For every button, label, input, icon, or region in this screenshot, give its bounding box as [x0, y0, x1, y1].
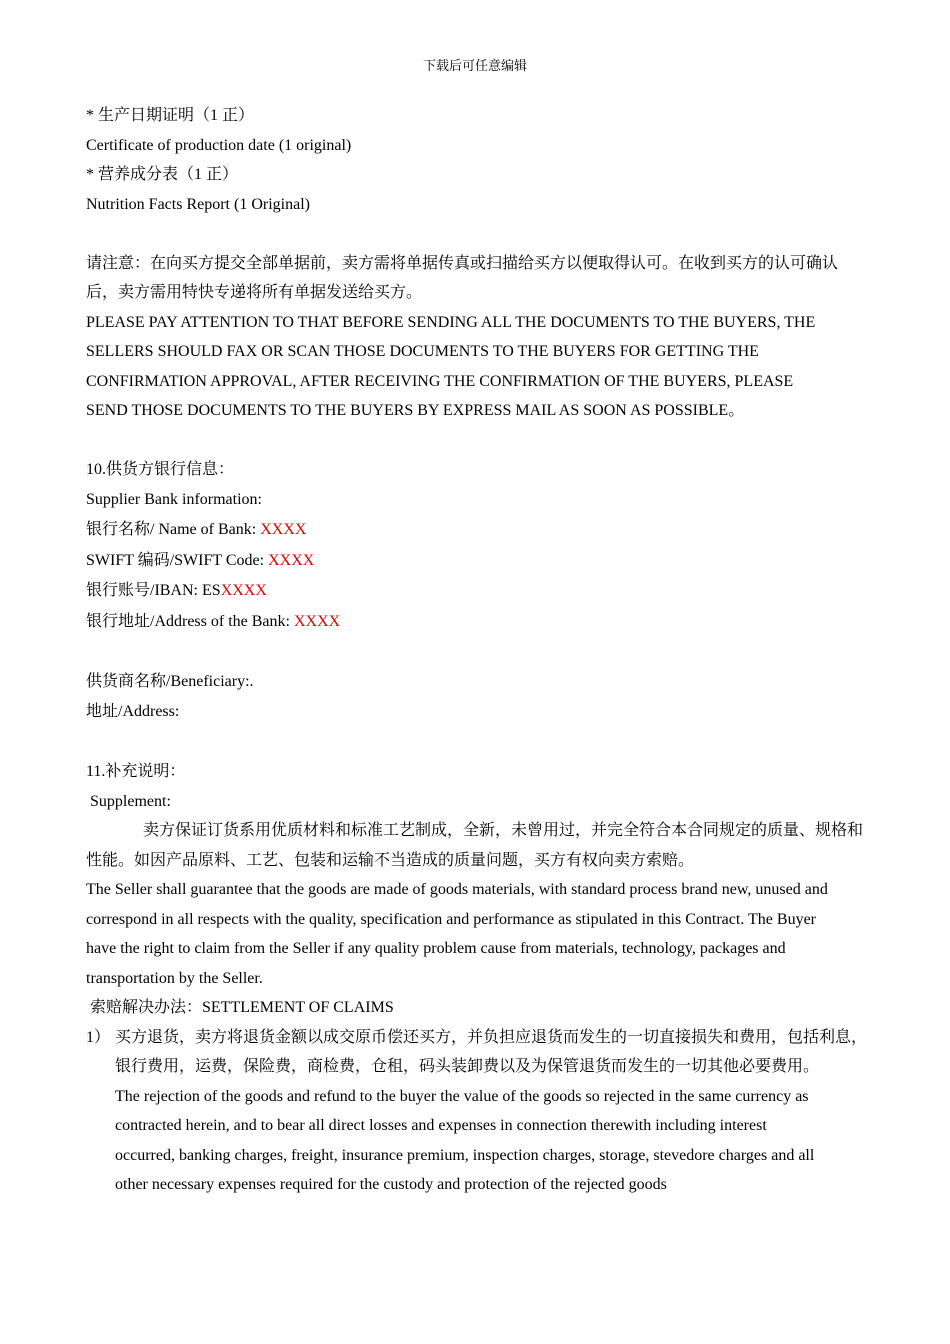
bank-heading-cn: 10.供货方银行信息： [86, 461, 235, 478]
doc-item-nutrition-cn: * 营养成分表（1 正） [86, 166, 239, 183]
supplement-para-en-line: have the right to claim from the Seller if any quality problem cause from materials, technology, packages and [86, 940, 786, 957]
notice-cn: 请注意：在向买方提交全部单据前，卖方需将单据传真或扫描给买方以便取得认可。在收到买方的认可确认后，卖方需用特快专递将所有单据发送给买方。 [86, 254, 839, 301]
beneficiary-line: 供货商名称/Beneficiary:. [86, 672, 254, 690]
supplement-heading-en: Supplement: [90, 792, 171, 810]
supplement-para-en-line: The Seller shall guarantee that the goods are made of goods materials, with standard process brand new, unused and [86, 881, 828, 898]
bank-name-label: 银行名称/ Name of Bank: [86, 521, 261, 538]
doc-item-production-date-cn: * 生产日期证明（1 正） [86, 107, 255, 124]
supplement-para-en-line: correspond in all respects with the quality, specification and performance as stipulated in this Contract. The Buyer [86, 910, 817, 928]
doc-item-production-date-en: Certificate of production date (1 original) [86, 136, 352, 154]
bank-address-row [86, 607, 868, 638]
notice-en-line: SEND THOSE DOCUMENTS TO THE BUYERS BY EXPRESS MAIL AS SOON AS POSSIBLE。 [86, 402, 745, 419]
claims-item-1-en-line: contracted herein, and to bear all direct losses and expenses in connection therewith including interest [115, 1117, 767, 1134]
notice-en-line: SELLERS SHOULD FAX OR SCAN THOSE DOCUMENTS TO THE BUYERS FOR GETTING THE [86, 343, 759, 360]
iban-row [86, 576, 868, 607]
swift-row [86, 546, 868, 577]
iban-value: XXXX [220, 582, 267, 599]
claims-item-body [115, 1023, 868, 1200]
document-body [86, 101, 868, 1200]
claims-item-1-en-line: other necessary expenses required for the custody and protection of the rejected goods [115, 1176, 667, 1193]
claims-item-1-en-line: occurred, banking charges, freight, insurance premium, inspection charges, storage, stevedore charges and all [115, 1146, 815, 1164]
iban-label: 银行账号/IBAN: ES [86, 582, 221, 599]
supplement-heading-cn: 11.补充说明： [86, 763, 186, 780]
bank-heading-en: Supplier Bank information: [86, 491, 262, 508]
swift-label: SWIFT 编码/SWIFT Code: [86, 551, 269, 569]
bank-address-label: 银行地址/Address of the Bank: [86, 612, 294, 630]
supplement-para-en-line: transportation by the Seller. [86, 969, 263, 987]
bank-name-value: XXXX [260, 521, 307, 538]
claims-heading: 索赔解决办法：SETTLEMENT OF CLAIMS [90, 999, 394, 1016]
claims-item-1 [86, 1023, 868, 1200]
doc-item-nutrition-en: Nutrition Facts Report (1 Original) [86, 195, 310, 213]
swift-value: XXXX [268, 551, 315, 569]
bank-address-value: XXXX [293, 612, 341, 630]
page-header: 下载后可任意编辑 [422, 58, 527, 73]
claims-item-1-cn: 买方退货，卖方将退货金额以成交原币偿还买方，并负担应退货而发生的一切直接损失和费用，包括利息，银行费用，运费，保险费，商检费，仓租，码头装卸费以及为保管退货而发生的一切其他必要费用。 [115, 1028, 868, 1075]
claims-item-1-en-line: The rejection of the goods and refund to the buyer the value of the goods so rejected in the same currency as [115, 1087, 809, 1105]
supplement-para-cn: 卖方保证订货系用优质材料和标准工艺制成，全新，未曾用过，并完全符合本合同规定的质量、规格和性能。如因产品原料、工艺、包装和运输不当造成的质量问题，买方有权向卖方索赔。 [86, 822, 864, 869]
bank-name-row [86, 515, 868, 546]
notice-en-line: PLEASE PAY ATTENTION TO THAT BEFORE SENDING ALL THE DOCUMENTS TO THE BUYERS, THE [86, 313, 816, 331]
beneficiary-address-line: 地址/Address: [86, 703, 180, 720]
notice-en-line: CONFIRMATION APPROVAL, AFTER RECEIVING THE CONFIRMATION OF THE BUYERS, PLEASE [86, 372, 794, 390]
claims-item-number: 1） [86, 1028, 111, 1046]
